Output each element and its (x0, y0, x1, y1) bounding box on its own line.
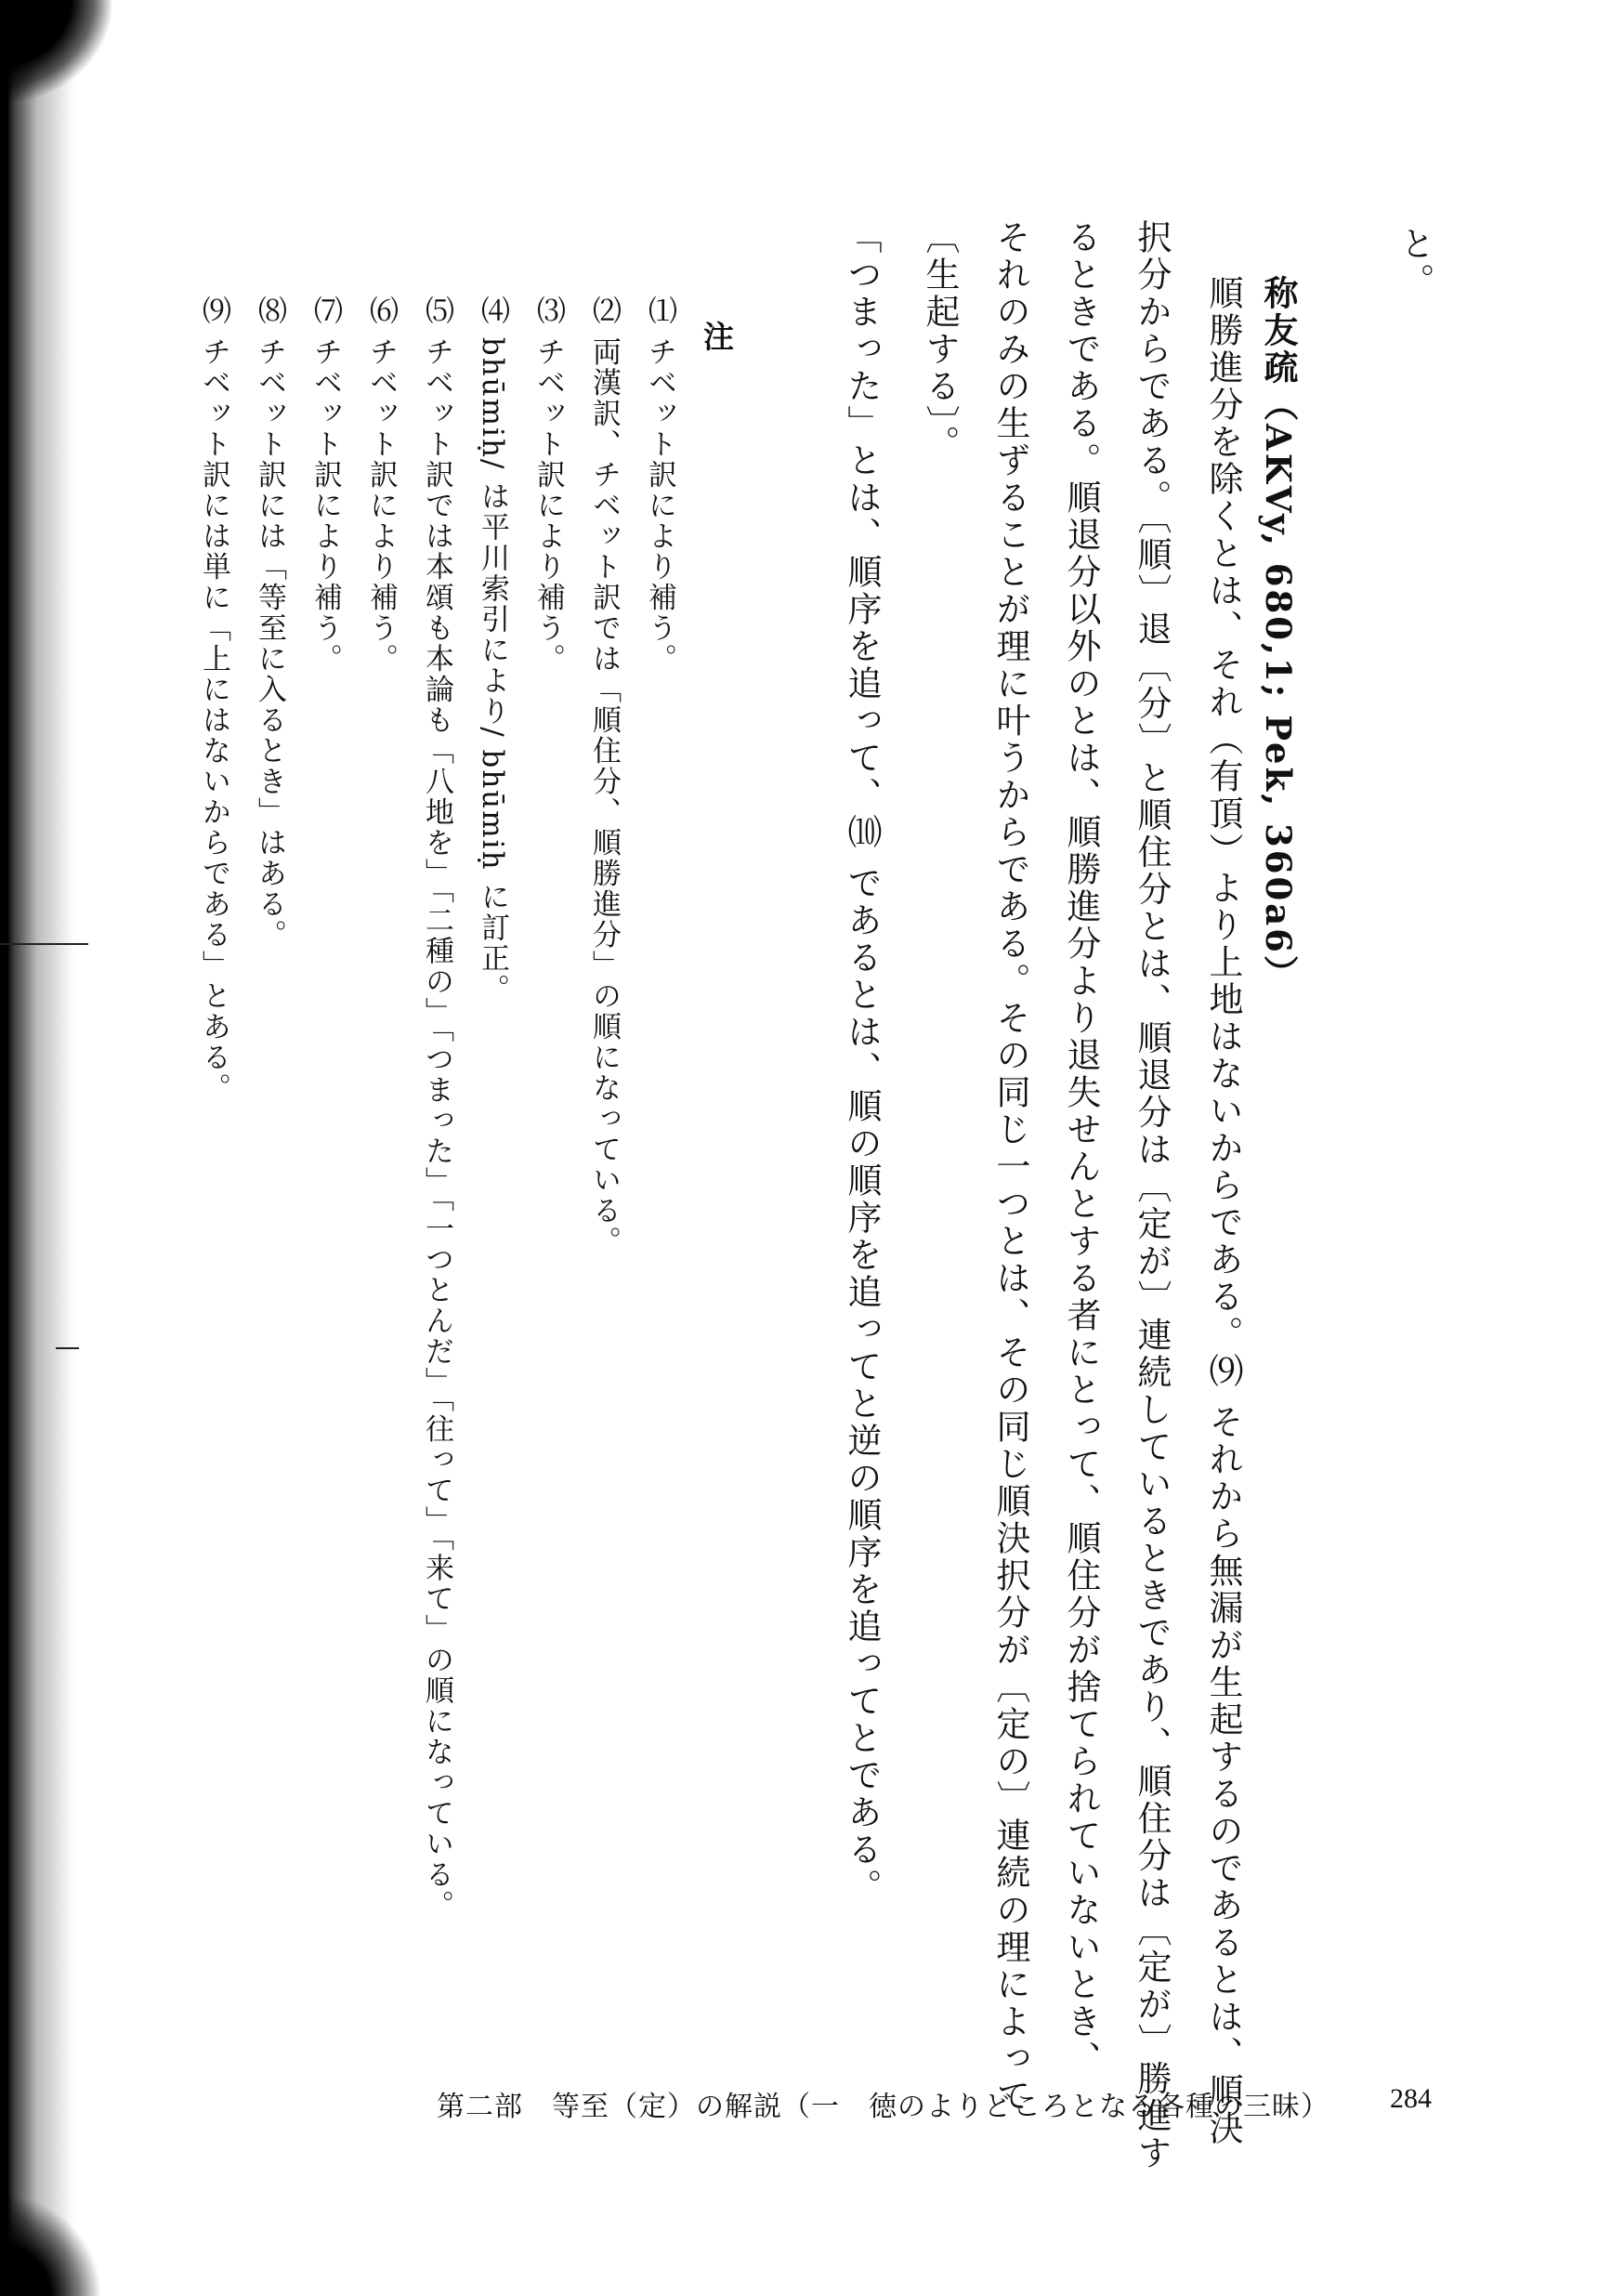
note-item-5: ⑸ チベット訳では本頌も本論も「八地を」「二種の」「つまった」「一つとんだ」「往って」「来て」の順になっている。 (420, 295, 453, 1922)
notes-heading: 注 (699, 321, 735, 351)
note-item-4: ⑷ bhūmiḥ/ は平川索引により/ bhūmiḥ に訂正。 (476, 295, 509, 1005)
body-column-4: それのみの生ずることが理に叶うからである。その同じ一つとは、その同じ順決択分が〔定の〕連続の理によって (990, 219, 1030, 2115)
body-column-3: るときである。順退分以外のとは、順勝進分より退失せんとする者にとって、順住分が捨てられていないとき、 (1061, 219, 1101, 2078)
opening-fragment: と。 (1395, 226, 1434, 300)
scan-mark (0, 943, 88, 945)
binding-edge-shadow (0, 0, 74, 2296)
scan-corner-shadow-bottom (0, 2194, 102, 2296)
note-item-1: ⑴ チベット訳により補う。 (643, 295, 676, 675)
note-item-3: ⑶ チベット訳により補う。 (531, 295, 565, 675)
body-column-6: 「つまった」とは、順序を追って、⑽ であるとは、順の順序を追ってと逆の順序を追ってとである。 (842, 219, 882, 1906)
scan-mark (56, 1347, 79, 1349)
body-column-5: 〔生起する〕。 (920, 219, 960, 463)
section-heading: 称友疏（AKVy, 680,1; Pek, 360a6） (1258, 275, 1299, 992)
running-footer: 第二部 等至（定）の解説（一 徳のよりどころとなる各種の三昧） (437, 2091, 1329, 2123)
note-item-7: ⑺ チベット訳により補う。 (308, 295, 342, 675)
page-number: 284 (1390, 2083, 1432, 2114)
note-item-8: ⑻ チベット訳には「等至に入るとき」はある。 (253, 295, 286, 951)
scan-corner-shadow-top (0, 0, 111, 102)
body-column-1: 順勝進分を除くとは、それ（有頂）より上地はないからである。⑼ それから無漏が生起するのであるとは、順決 (1203, 275, 1243, 2147)
note-item-6: ⑹ チベット訳により補う。 (364, 295, 398, 675)
body-column-2: 択分からである。〔順〕退〔分〕と順住分とは、順退分は〔定が〕連続しているときであり、順住分は〔定が〕勝進す (1132, 219, 1172, 2172)
note-item-2: ⑵ 両漢訳、チベット訳では「順住分、順勝進分」の順になっている。 (587, 295, 621, 1257)
note-item-9: ⑼ チベット訳には単に「上にはないからである」とある。 (197, 295, 230, 1104)
